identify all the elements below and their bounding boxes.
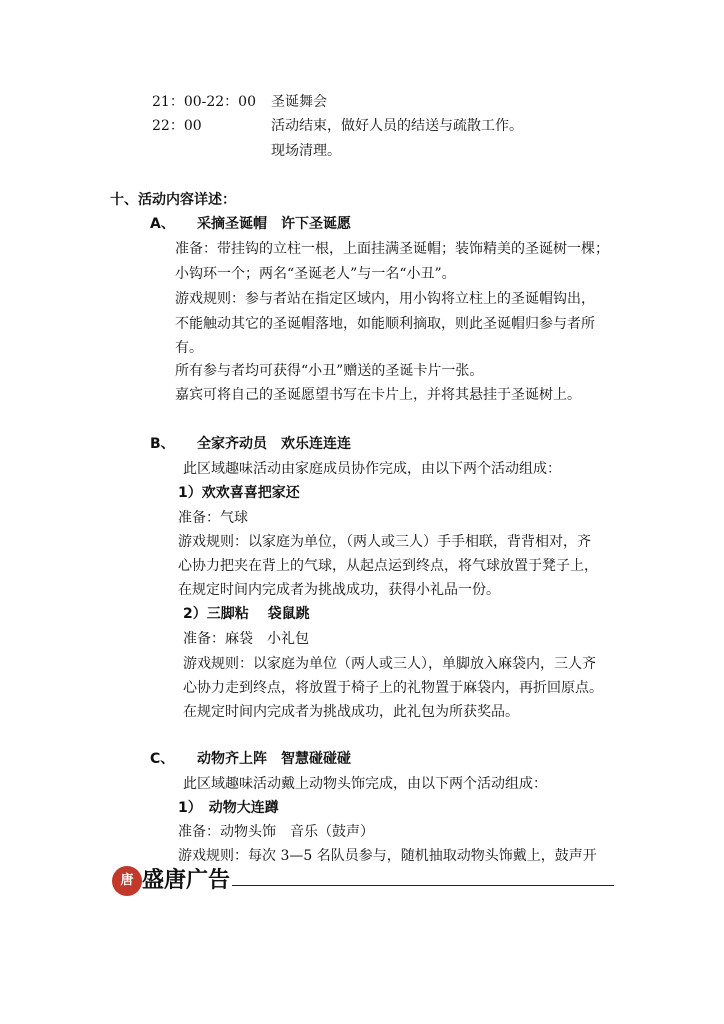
c-label: C、 <box>150 751 175 767</box>
a-label: A、 <box>150 216 175 232</box>
company-logo-icon: 唐 <box>112 866 142 896</box>
b-sub1-line-3: 心协力把夹在背上的气球，从起点运到终点，将气球放置于凳子上， <box>178 558 598 574</box>
a-line-4: 不能触动其它的圣诞帽落地，如能顺利摘取，则此圣诞帽归参与者所 <box>175 316 595 332</box>
b-label: B、 <box>150 436 175 452</box>
b-sub2-line-2: 游戏规则：以家庭为单位（两人或三人），单脚放入麻袋内，三人齐 <box>183 656 596 672</box>
b-title: 全家齐动员 欢乐连连连 <box>197 436 351 452</box>
b-sub1-title: 1）欢欢喜喜把家还 <box>178 485 300 501</box>
b-sub1-line-1: 准备：气球 <box>178 510 248 526</box>
a-title: 采摘圣诞帽 许下圣诞愿 <box>197 216 351 232</box>
schedule-time-2: 22：00 <box>152 118 202 134</box>
a-line-2: 小钩环一个；两名“圣诞老人”与一名“小丑”。 <box>175 266 456 282</box>
b-sub1-line-2: 游戏规则：以家庭为单位，（两人或三人）手手相联，背背相对，齐 <box>178 534 591 550</box>
a-line-6: 所有参与者均可获得“小丑”赠送的圣诞卡片一张。 <box>175 363 484 379</box>
c-sub1-line-2: 游戏规则：每次 3—5 名队员参与，随机抽取动物头饰戴上，鼓声开 <box>178 848 597 864</box>
c-sub1-title: 1） 动物大连蹲 <box>178 800 279 816</box>
c-sub1-line-1: 准备：动物头饰 音乐（鼓声） <box>178 824 374 840</box>
company-brand: 盛唐广告 <box>142 868 231 893</box>
b-intro: 此区域趣味活动由家庭成员协作完成，由以下两个活动组成： <box>183 461 561 477</box>
b-sub1-line-4: 在规定时间内完成者为挑战成功，获得小礼品一份。 <box>178 582 500 598</box>
c-intro: 此区域趣味活动戴上动物头饰完成，由以下两个活动组成： <box>183 776 547 792</box>
schedule-desc-1: 圣诞舞会 <box>271 94 327 110</box>
b-sub2-line-1: 准备：麻袋 小礼包 <box>183 631 309 647</box>
schedule-desc-2: 活动结束，做好人员的结送与疏散工作。 <box>271 118 523 134</box>
footer-divider <box>232 885 614 886</box>
a-line-3: 游戏规则：参与者站在指定区域内，用小钩将立柱上的圣诞帽钩出， <box>175 291 595 307</box>
a-line-7: 嘉宾可将自己的圣诞愿望书写在卡片上，并将其悬挂于圣诞树上。 <box>175 387 581 403</box>
a-line-5: 有。 <box>175 340 203 356</box>
b-sub2-title: 2）三脚粘 袋鼠跳 <box>183 606 310 622</box>
a-line-1: 准备：带挂钩的立柱一根，上面挂满圣诞帽；装饰精美的圣诞树一棵； <box>175 241 609 257</box>
b-sub2-line-3: 心协力走到终点，将放置于椅子上的礼物置于麻袋内，再折回原点。 <box>183 680 603 696</box>
c-title: 动物齐上阵 智慧碰碰碰 <box>197 751 351 767</box>
section-title: 十、活动内容详述： <box>110 192 236 208</box>
schedule-time-1: 21：00-22：00 <box>152 94 256 110</box>
b-sub2-line-4: 在规定时间内完成者为挑战成功，此礼包为所获奖品。 <box>183 704 519 720</box>
schedule-desc-3: 现场清理。 <box>271 143 341 159</box>
